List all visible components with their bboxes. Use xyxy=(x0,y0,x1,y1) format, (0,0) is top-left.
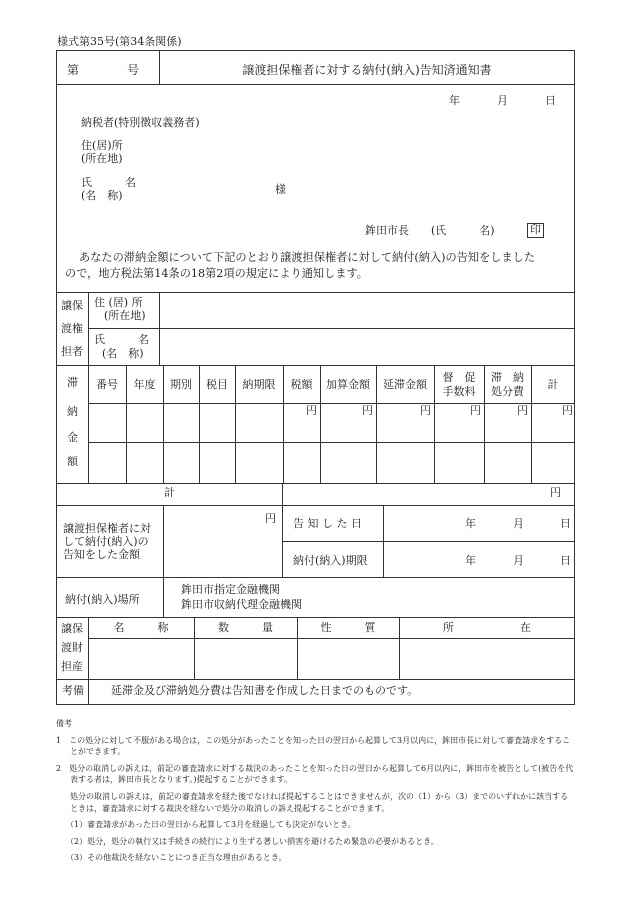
due-date-day: 日 xyxy=(560,554,571,567)
note-4: （1）審査請求があった日の翌日から起算して3月を経過しても決定がないとき。 xyxy=(66,820,356,830)
property-side-2: 渡財 xyxy=(61,641,83,654)
body-text-line-1: あなたの滞納金額について下記のとおり譲渡担保権者に対して納付(納入)の告知をしました xyxy=(79,251,536,264)
col-tax-item: 税目 xyxy=(206,378,228,391)
col-disposal-1: 滞 納 xyxy=(491,371,524,384)
note-6: （3）その他裁決を経ないことにつき正当な理由があるとき。 xyxy=(66,853,287,863)
property-col-nature: 性 質 xyxy=(320,621,376,634)
notes-section xyxy=(56,718,576,869)
col-demand-fee-1: 督 促 xyxy=(442,371,476,384)
property-col-name: 名 称 xyxy=(113,621,169,634)
taxpayer-name-sub: (名 称) xyxy=(81,189,123,202)
note-2: 2 処分の取消しの訴えは，前記の審査請求に対する裁決のあったことを知った日の翌日から起算して6月以内に，鉾田市を被告として(被告を代表する者は，鉾田市長となります。)提起することができます。 xyxy=(56,763,574,785)
taxpayer-address-sub: (所在地) xyxy=(81,152,123,165)
notice-amount-label-3: 告知をした金額 xyxy=(63,548,140,561)
yen-tax: 円 xyxy=(306,404,317,417)
honorific: 様 xyxy=(275,183,286,196)
yen-total: 円 xyxy=(562,404,573,417)
notice-date-month: 月 xyxy=(513,517,524,530)
property-side-3: 担産 xyxy=(61,660,83,673)
arrears-side-4: 額 xyxy=(67,455,78,468)
seal-mark: 印 xyxy=(527,223,544,238)
col-year: 年度 xyxy=(133,378,156,391)
yen-demand: 円 xyxy=(470,404,481,417)
taxpayer-name-label: 氏 名 xyxy=(81,176,136,189)
date-day: 日 xyxy=(545,94,556,107)
note-1: 1 この処分に対して不服がある場合は，この処分があったことを知った日の翌日から起算して3月以内に，鉾田市長に対して審査請求をすることができます。 xyxy=(56,735,571,757)
note-5: （2）処分，処分の執行又は手続きの続行により生ずる著しい損害を避けるため緊急の必要があるとき。 xyxy=(66,836,439,846)
remarks-text: 延滞金及び滞納処分費は告知書を作成した日までのものです。 xyxy=(111,684,419,697)
col-delinquency: 延滞金額 xyxy=(383,378,427,391)
holder-side-2: 渡権 xyxy=(61,322,83,335)
col-period: 期別 xyxy=(170,378,192,391)
yen-delinquency: 円 xyxy=(420,404,431,417)
total-yen: 円 xyxy=(550,486,561,499)
holder-name-label: 氏 名 xyxy=(94,333,149,346)
note-3: 処分の取消しの訴えは，前記の審査請求を経た後でなければ提起することはできませんが，次の（1）から（3）までのいずれかに該当するときは，審査請求に対する裁決を経ないで処分の取消しの訴え提起することができます。 xyxy=(70,791,569,813)
date-year: 年 xyxy=(449,94,460,107)
col-additional: 加算金額 xyxy=(326,378,370,391)
holder-address-label: 住 (居) 所 xyxy=(94,296,143,309)
form-number: 様式第35号(第34条関係) xyxy=(57,35,182,48)
taxpayer-label: 納税者(特別徴収義務者) xyxy=(81,116,200,129)
document-title: 譲渡担保権者に対する納付(納入)告知済通知書 xyxy=(242,63,492,77)
property-side-1: 譲保 xyxy=(61,622,83,635)
notice-date-year: 年 xyxy=(465,517,476,530)
arrears-side-1: 滞 xyxy=(67,376,78,389)
yen-additional: 円 xyxy=(362,404,373,417)
remarks-label: 考備 xyxy=(62,684,84,697)
col-demand-fee-2: 手数料 xyxy=(442,385,476,398)
holder-address-sub: (所在地) xyxy=(104,309,146,322)
arrears-side-3: 金 xyxy=(67,431,78,444)
col-due-date: 納期限 xyxy=(242,378,276,391)
due-date-month: 月 xyxy=(513,554,524,567)
col-tax-amount: 税額 xyxy=(290,378,313,391)
body-text-line-2: ので，地方税法第14条の18第2項の規定により通知します。 xyxy=(65,267,368,280)
property-col-quantity: 数 量 xyxy=(218,621,273,634)
holder-name-sub: (名 称) xyxy=(102,347,144,360)
notes-heading: 備考 xyxy=(56,719,72,728)
number-label: 第 号 xyxy=(67,63,140,77)
due-date-year: 年 xyxy=(465,554,476,567)
payment-place-2: 鉾田市収納代理金融機関 xyxy=(181,598,302,611)
notice-date-label: 告 知 し た 日 xyxy=(293,517,362,530)
holder-side-3: 担者 xyxy=(61,345,83,358)
total-label: 計 xyxy=(164,486,175,499)
col-disposal-2: 処分費 xyxy=(491,385,524,398)
payment-place-label: 納付(納入)場所 xyxy=(65,593,140,606)
col-number: 番号 xyxy=(96,378,118,391)
payment-place-1: 鉾田市指定金融機関 xyxy=(181,583,280,596)
col-total: 計 xyxy=(547,378,559,391)
yen-disposal: 円 xyxy=(517,404,528,417)
holder-side-1: 譲保 xyxy=(61,299,83,312)
taxpayer-address-label: 住(居)所 xyxy=(81,139,123,152)
property-col-location: 所 在 xyxy=(443,621,531,634)
date-month: 月 xyxy=(497,94,508,107)
due-date-label: 納付(納入)期限 xyxy=(293,554,368,567)
notice-form xyxy=(56,50,575,705)
notice-amount-yen: 円 xyxy=(265,512,276,525)
arrears-side-2: 納 xyxy=(67,405,78,418)
issuer-line: 鉾田市長 (氏 名) xyxy=(365,224,495,237)
notice-amount-label-2: して納付(納入)の xyxy=(63,535,149,548)
notice-amount-label-1: 譲渡担保権者に対 xyxy=(63,522,151,535)
notice-date-day: 日 xyxy=(560,517,571,530)
